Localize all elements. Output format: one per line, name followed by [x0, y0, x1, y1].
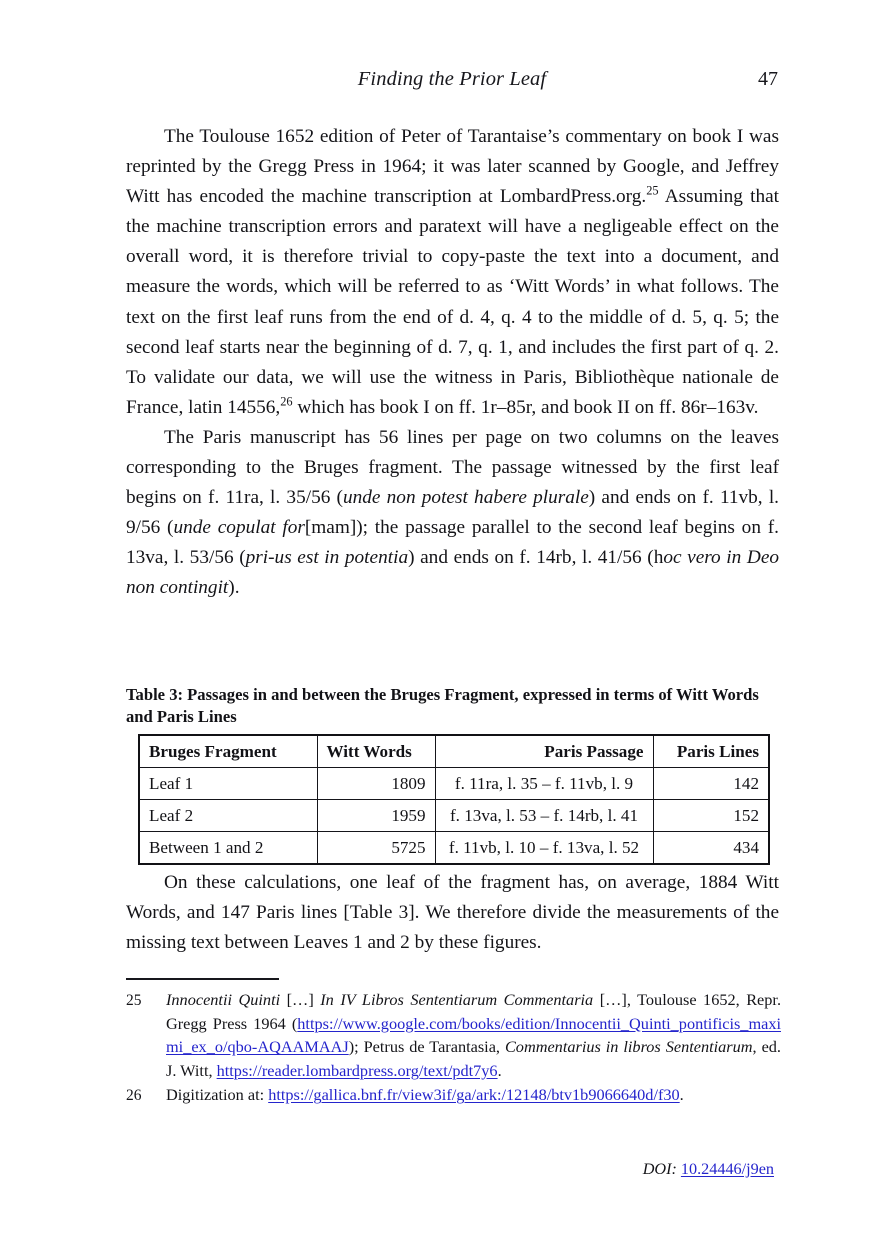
- latin-quote-1: unde non potest habere plurale: [342, 487, 589, 509]
- paragraph-1: [126, 122, 779, 423]
- paragraph-2-text-b: ) and ends on f. 11vb, l. 9/56 (: [126, 487, 779, 539]
- footnote-link-gallica[interactable]: https://gallica.bnf.fr/view3if/ga/ark:/12148/btv1b9066640d/f30: [268, 1085, 680, 1105]
- footnote-body: [166, 988, 781, 1082]
- footnote-text-b: […], Toulouse 1652, Repr. Gregg Press 1964 (: [166, 990, 782, 1033]
- doi-link[interactable]: 10.24446/j9en: [680, 1160, 774, 1178]
- latin-quote-3: pri-us est in potentia: [245, 547, 409, 569]
- footnote-marker-25[interactable]: 25: [646, 183, 659, 198]
- table-row: [139, 832, 769, 865]
- footnotes: [126, 988, 781, 1109]
- column-header-witt-words: Witt Words: [317, 735, 435, 768]
- paragraph-2-text-c: [mam]); the passage parallel to the second leaf begins on f. 13va, l. 53/56 (: [126, 517, 779, 569]
- footnote-title-italic-b: In IV Libros Sententiarum Commentaria: [320, 990, 594, 1009]
- cell-paris-passage: f. 11vb, l. 10 – f. 13va, l. 52: [435, 832, 653, 865]
- table-row: [139, 800, 769, 832]
- footnote-26: [126, 1083, 781, 1108]
- column-header-paris-lines: Paris Lines: [653, 735, 769, 768]
- paragraph-1-text-a: The Toulouse 1652 edition of Peter of Tarantaise’s commentary on book I was reprinted by the Gregg Press in 1964; it was later scanned by Google, and Jeffrey Witt has encoded the machine transcription at LombardPress.org.: [126, 126, 779, 208]
- footnote-text-e: .: [497, 1060, 502, 1080]
- paragraph-1-text-b: Assuming that the machine transcription errors and paratext will have a negligeable effect on the overall word, it is therefore trivial to copy-paste the text into a document, and measure the words, which will be referred to as ‘Witt Words’ in what follows. The text on the first leaf runs from the end of d. 4, q. 4 to the middle of d. 5, q. 5; the second leaf starts near the beginning of d. 7, q. 1, and includes the first part of q. 2. To validate our data, we will use the witness in Paris, Bibliothèque nationale de France, latin 14556,: [126, 186, 779, 418]
- latin-quote-2: unde copulat for: [173, 517, 305, 539]
- body-text: [126, 122, 779, 604]
- cell-witt-words: 1809: [317, 768, 435, 800]
- footnote-body: [166, 1083, 781, 1107]
- footnote-link-lombardpress[interactable]: https://reader.lombardpress.org/text/pdt7y6: [216, 1060, 498, 1080]
- footnote-text-b: .: [679, 1085, 684, 1105]
- body-text-after-table: [126, 868, 779, 958]
- table-row: [139, 768, 769, 800]
- cell-paris-lines: 434: [653, 832, 769, 865]
- footnote-title-italic-a: Innocentii Quinti: [166, 990, 281, 1009]
- running-head-title: Finding the Prior Leaf: [357, 68, 547, 90]
- column-header-paris-passage: Paris Passage: [435, 735, 653, 768]
- paragraph-2: [126, 423, 779, 604]
- footnote-separator: [126, 978, 279, 980]
- footnote-number: 25: [126, 992, 142, 1009]
- table-caption: Table 3: Passages in and between the Bruges Fragment, expressed in terms of Witt Words and Paris Lines: [126, 685, 759, 726]
- footnote-text-a: Digitization at:: [166, 1085, 269, 1105]
- paragraph-2-text-e: ).: [228, 577, 240, 599]
- doi-line: [643, 1160, 774, 1179]
- table-3: [138, 734, 770, 865]
- latin-quote-4: oc vero in Deo non contingit: [126, 547, 780, 599]
- paragraph-1-text-c: which has book I on ff. 1r–85r, and book II on ff. 86r–163v.: [292, 396, 759, 418]
- footnote-25: [126, 988, 781, 1082]
- paragraph-3: On these calculations, one leaf of the fragment has, on average, 1884 Witt Words, and 147 Paris lines [Table 3]. We therefore divide the measurements of the missing text between Leaves 1 and 2 by these figures.: [126, 872, 779, 954]
- footnote-number: 26: [126, 1087, 142, 1105]
- table-3-wrapper: [138, 734, 768, 865]
- page-number: 47: [758, 68, 778, 90]
- footnote-title-italic-c: Commentarius in libros Sententiarum: [504, 1037, 753, 1057]
- cell-fragment: Leaf 2: [139, 800, 317, 832]
- cell-paris-passage: f. 11ra, l. 35 – f. 11vb, l. 9: [435, 768, 653, 800]
- running-head: [126, 68, 778, 91]
- cell-fragment: Between 1 and 2: [139, 832, 317, 865]
- footnote-marker-26[interactable]: 26: [280, 394, 293, 409]
- cell-fragment: Leaf 1: [139, 768, 317, 800]
- paragraph-2-text-d: ) and ends on f. 14rb, l. 41/56 (h: [408, 547, 664, 569]
- cell-witt-words: 1959: [317, 800, 435, 832]
- footnote-text-d: , ed. J. Witt,: [166, 1037, 781, 1080]
- table-header-row: [139, 735, 769, 768]
- column-header-bruges-fragment: Bruges Fragment: [139, 735, 317, 768]
- footnote-text-a: […]: [280, 990, 321, 1009]
- paragraph-2-text-a: The Paris manuscript has 56 lines per page on two columns on the leaves corresponding to the Bruges fragment. The passage witnessed by the first leaf begins on f. 11ra, l. 35/56 (: [126, 426, 779, 509]
- doi-label: DOI:: [642, 1160, 681, 1178]
- footnote-link-google-books[interactable]: https://www.google.com/books/edition/Innocentii_Quinti_pontificis_maximi_ex_o/qbo-AQAAMAAJ: [166, 1013, 781, 1057]
- cell-paris-passage: f. 13va, l. 53 – f. 14rb, l. 41: [435, 800, 653, 832]
- cell-paris-lines: 142: [653, 768, 769, 800]
- footnote-text-c: ); Petrus de Tarantasia,: [348, 1037, 505, 1057]
- cell-paris-lines: 152: [653, 800, 769, 832]
- cell-witt-words: 5725: [317, 832, 435, 865]
